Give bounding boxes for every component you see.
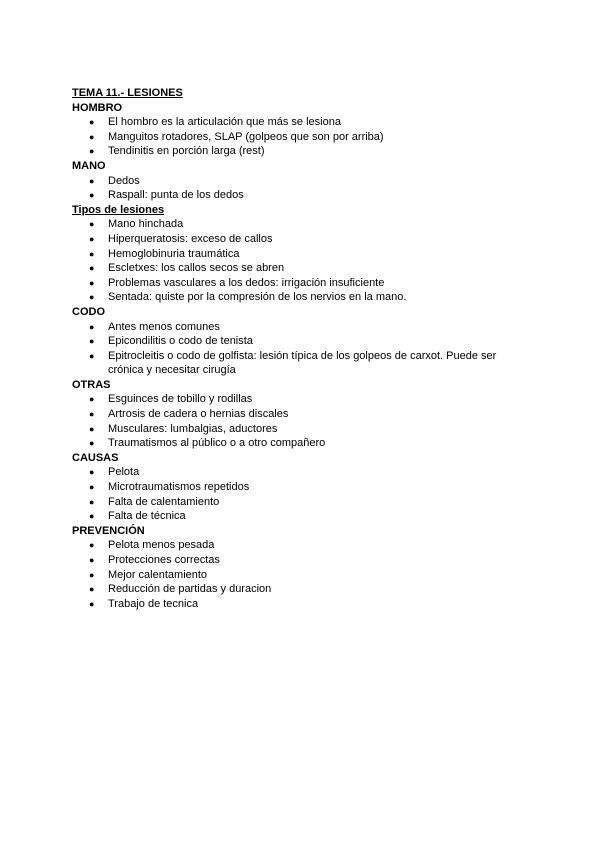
list-item (72, 349, 532, 378)
bullet-icon: ● (89, 248, 95, 259)
list-item (72, 509, 532, 524)
section-heading: HOMBRO (72, 101, 123, 114)
bullet-icon: ● (89, 423, 95, 434)
section-heading: PREVENCIÓN (72, 524, 145, 537)
list-item (72, 261, 532, 276)
bullet-icon: ● (89, 175, 95, 186)
list-item (72, 174, 532, 189)
bullet-icon: ● (89, 219, 95, 230)
list-item (72, 597, 532, 612)
list-item-text: Artrosis de cadera o hernias discales (108, 408, 289, 421)
bullet-icon: ● (89, 117, 95, 128)
list-item-text: El hombro es la articulación que más se lesiona (108, 116, 341, 129)
list-item (72, 582, 532, 597)
list-item (72, 247, 532, 262)
bullet-icon: ● (89, 190, 95, 201)
list-item (72, 232, 532, 247)
list-item (72, 144, 532, 159)
list-item (72, 290, 532, 305)
bullet-icon: ● (89, 584, 95, 595)
list-item-text: Reducción de partidas y duracion (108, 583, 272, 596)
list-item (72, 115, 532, 130)
bullet-icon: ● (89, 482, 95, 493)
bullet-list (72, 174, 532, 203)
list-item-text: Microtraumatismos repetidos (108, 481, 250, 494)
list-item (72, 407, 532, 422)
list-item-text: Trabajo de tecnica (108, 597, 199, 610)
list-item (72, 392, 532, 407)
bullet-list (72, 217, 532, 305)
list-item-text: Falta de técnica (108, 510, 186, 523)
section-heading: MANO (72, 159, 106, 172)
list-item-text: Manguitos rotadores, SLAP (golpeos que son por arriba) (108, 130, 384, 143)
document-title: TEMA 11.- LESIONES (72, 87, 183, 99)
list-item-text: Antes menos comunes (108, 320, 220, 333)
list-item-text: Hiperqueratosis: exceso de callos (108, 232, 273, 245)
list-item (72, 130, 532, 145)
list-item (72, 188, 532, 203)
list-item (72, 553, 532, 568)
bullet-icon: ● (89, 321, 95, 332)
bullet-icon: ● (89, 277, 95, 288)
bullet-icon: ● (89, 540, 95, 551)
bullet-icon: ● (89, 496, 95, 507)
list-item (72, 217, 532, 232)
list-item-text: Dedos (108, 174, 140, 187)
bullet-icon: ● (89, 336, 95, 347)
list-item (72, 480, 532, 495)
list-item-text: Hemoglobinuria traumática (108, 247, 240, 260)
list-item (72, 334, 532, 349)
list-item-text: Problemas vasculares a los dedos: irrigación insuficiente (108, 276, 385, 289)
list-item-text: Epitrocleitis o codo de golfista: lesión típica de los golpeos de carxot. Puede ser crónica y necesitar cirugía (108, 349, 497, 377)
list-item-text: Esguinces de tobillo y rodillas (108, 393, 253, 406)
bullet-icon: ● (89, 131, 95, 142)
section-heading: CAUSAS (72, 451, 119, 464)
list-item (72, 422, 532, 437)
list-item-text: Epicondilitis o codo de tenista (108, 335, 253, 348)
list-item-text: Musculares: lumbalgias, aductores (108, 422, 278, 435)
section-heading: CODO (72, 305, 105, 318)
list-item-text: Escletxes: los callos secos se abren (108, 262, 285, 275)
bullet-icon: ● (89, 511, 95, 522)
bullet-list (72, 115, 532, 159)
sections-container (72, 101, 532, 612)
bullet-list (72, 392, 532, 450)
bullet-icon: ● (89, 438, 95, 449)
bullet-icon: ● (89, 146, 95, 157)
list-item (72, 495, 532, 510)
list-item (72, 276, 532, 291)
list-item-text: Pelota (108, 466, 140, 479)
list-item-text: Sentada: quiste por la compresión de los nervios en la mano. (108, 291, 407, 304)
section-heading: OTRAS (72, 378, 111, 391)
list-item (72, 465, 532, 480)
bullet-icon: ● (89, 555, 95, 565)
list-item-text: Falta de calentamiento (108, 495, 220, 508)
list-item (72, 568, 532, 583)
bullet-icon: ● (89, 394, 95, 405)
list-item-text: Protecciones correctas (108, 554, 220, 566)
bullet-icon: ● (89, 409, 95, 420)
list-item-text: Tendinitis en porción larga (rest) (108, 145, 265, 158)
list-item (72, 436, 532, 451)
list-item (72, 538, 532, 553)
bullet-list (72, 538, 532, 611)
list-item-text: Mano hinchada (108, 218, 184, 231)
list-item-text: Raspall: punta de los dedos (108, 189, 244, 202)
list-item-text: Traumatismos al público o a otro compañero (108, 437, 326, 450)
document-page (72, 86, 532, 611)
bullet-list (72, 320, 532, 378)
bullet-icon: ● (89, 598, 95, 609)
list-item (72, 320, 532, 335)
bullet-icon: ● (89, 263, 95, 274)
list-item-text: Mejor calentamiento (108, 568, 208, 581)
bullet-list (72, 465, 532, 523)
list-item-text: Pelota menos pesada (108, 539, 215, 552)
bullet-icon: ● (89, 569, 95, 580)
bullet-icon: ● (89, 467, 95, 478)
bullet-icon: ● (89, 233, 95, 244)
bullet-icon: ● (89, 292, 95, 303)
section-heading: Tipos de lesiones (72, 203, 165, 216)
bullet-icon: ● (89, 350, 95, 361)
